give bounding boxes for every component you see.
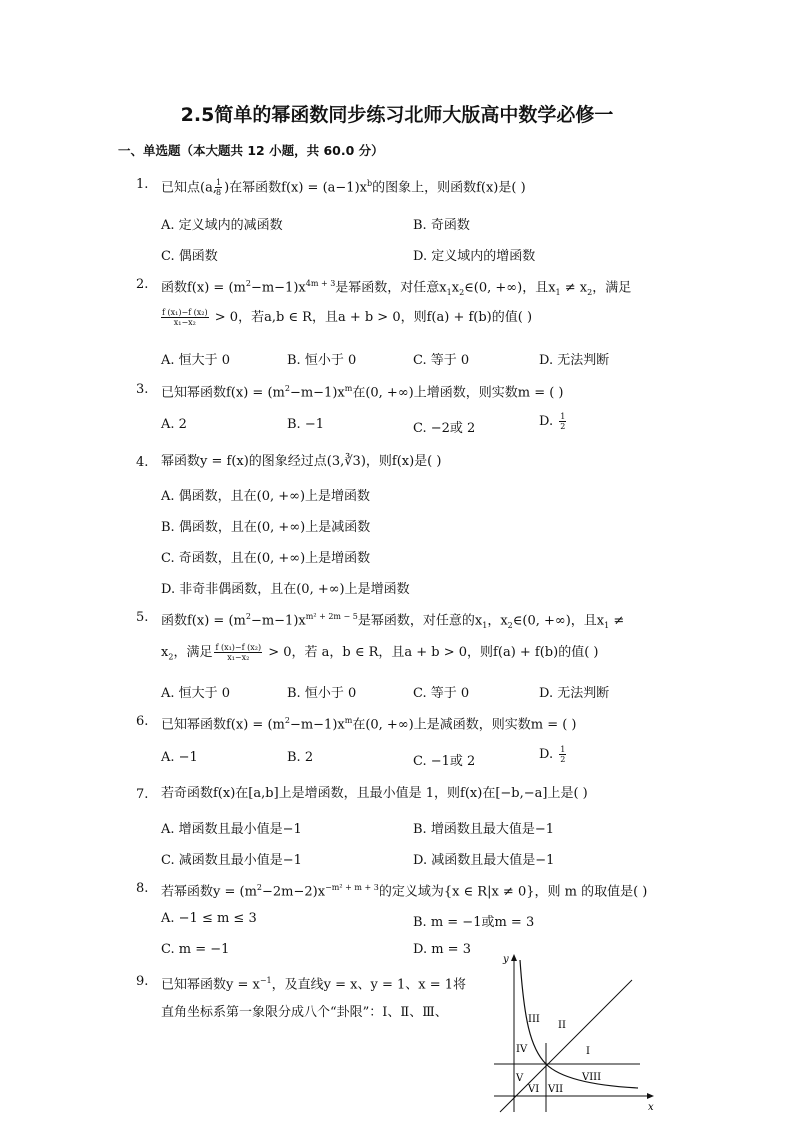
- section-heading: 一、单选题（本大题共 12 小题，共 60.0 分）: [118, 143, 384, 158]
- question-number: 5.: [136, 610, 149, 625]
- option-b: B. −1: [287, 417, 324, 432]
- region-label: II: [558, 1020, 566, 1031]
- question-stem: 函数$f(x) = (m^2-m-1)x^{m^2 + 2m - 5}$是幂函数，对任意的$x_1$，$x_2\in(0$, +∞)，且$x_1$ ≠: [161, 612, 625, 630]
- question-number: 7.: [136, 787, 149, 802]
- region-label: VIII: [582, 1072, 602, 1083]
- region-label: IV: [516, 1044, 528, 1055]
- option-d: D. 无法判断: [539, 353, 610, 368]
- y-axis-arrow: [511, 954, 517, 961]
- question-number: 1.: [136, 177, 149, 192]
- question-stem-line2: $\frac{\text{f (x₁)−f (x₂)}}{\text{x₁−x₂}}$ > 0，若a,b ∈ R，且a + b > 0，则f(a) + f(b)的值( ): [162, 308, 533, 327]
- question-number: 9.: [136, 974, 149, 989]
- question-number: 6.: [136, 714, 149, 729]
- question-stem: 已知幂函数$f(x) = (m^2-m-1)x^m$在(0, +∞)上是减函数，则实数m = ( ): [161, 716, 577, 733]
- option-a: A. 恒大于 0: [161, 686, 231, 701]
- option-d: D. $\frac{1}{2}$: [539, 745, 566, 764]
- region-label: VI: [528, 1084, 540, 1095]
- question-stem: 已知点(a, $\frac{1}{8}$ )在幂函数$f(x) = (a-1)x^b$的图象上，则函数f(x)是( ): [161, 178, 526, 198]
- region-label: VII: [548, 1084, 564, 1095]
- option-a: A. −1 ≤ m ≤ 3: [161, 911, 257, 926]
- question-stem: 若奇函数f(x)在[a,b]上是增函数，且最小值是 1，则f(x)在[−b,−a]上是( ): [161, 786, 588, 801]
- region-label: I: [586, 1046, 590, 1057]
- option-c: C. −2或 2: [413, 421, 476, 436]
- question-stem: 函数$f(x) = (m^2-m-1)x^{4m + 3}$是幂函数，对任意$x_1x_2\in(0$, +∞)，且$x_1 \ne x_2$，满足: [161, 279, 632, 297]
- option-c: C. −1或 2: [413, 754, 476, 769]
- option-a: A. 恒大于 0: [161, 353, 231, 368]
- option-b: B. m = −1或m = 3: [413, 915, 535, 930]
- question-stem: 已知幂函数$f(x) = (m^2-m-1)x^m$在(0, +∞)上增函数，则实数m = ( ): [161, 384, 564, 401]
- question-stem: 已知幂函数$y = x^{-1}$，及直线y = x、y = 1、x = 1将: [161, 976, 467, 993]
- option-b: B. 2: [287, 750, 314, 765]
- question-stem-line2: 直角坐标系第一象限分成八个“卦限”：Ⅰ、Ⅱ、Ⅲ、: [161, 1005, 448, 1020]
- option-d: D. 定义域内的增函数: [413, 249, 536, 264]
- y-axis-label: y: [503, 954, 509, 965]
- x-axis-label: x: [648, 1102, 654, 1113]
- option-b: B. 恒小于 0: [287, 353, 357, 368]
- option-c: C. 奇函数，且在(0, +∞)上是增函数: [161, 551, 371, 566]
- question-stem-line2: $x_2$，满足 $\frac{\text{f (x₁)−f (x₂)}}{\text{x₁−x₂}}$ > 0，若 a，b ∈ R，且a + b > 0，则f(a) + f(b)的值( ): [161, 643, 599, 662]
- octant-diagram: [490, 948, 660, 1118]
- question-number: 2.: [136, 277, 149, 292]
- option-d: D. m = 3: [413, 942, 471, 957]
- page-title: 2.5简单的幂函数同步练习北师大版高中数学必修一: [180, 104, 614, 126]
- option-d: D. 非奇非偶函数，且在(0, +∞)上是增函数: [161, 582, 410, 597]
- option-a: A. 2: [161, 417, 187, 432]
- option-a: A. −1: [161, 750, 198, 765]
- option-d: D. 无法判断: [539, 686, 610, 701]
- option-a: A. 增函数且最小值是−1: [161, 822, 302, 837]
- question-number: 3.: [136, 382, 149, 397]
- question-number: 8.: [136, 881, 149, 896]
- option-b: B. 偶函数，且在(0, +∞)上是减函数: [161, 520, 371, 535]
- region-label: III: [528, 1014, 540, 1025]
- x-axis-arrow: [647, 1093, 654, 1099]
- option-c: C. 等于 0: [413, 686, 470, 701]
- option-a: A. 定义域内的减函数: [161, 218, 283, 233]
- option-a: A. 偶函数，且在(0, +∞)上是增函数: [161, 489, 371, 504]
- option-d: D. 减函数且最大值是−1: [413, 853, 555, 868]
- question-stem: 若幂函数$y = (m^2-2m-2)x^{-m^2 + m + 3}$的定义域为{x ∈ R|x ≠ 0}，则 m 的取值是( ): [161, 883, 648, 900]
- option-c: C. 等于 0: [413, 353, 470, 368]
- option-c: C. 减函数且最小值是−1: [161, 853, 302, 868]
- option-b: B. 增函数且最大值是−1: [413, 822, 554, 837]
- region-label: V: [516, 1073, 524, 1084]
- question-stem: 幂函数y = f(x)的图象经过点(3,∛3)，则f(x)是( ): [161, 454, 442, 469]
- option-b: B. 奇函数: [413, 218, 470, 233]
- option-c: C. 偶函数: [161, 249, 218, 264]
- option-b: B. 恒小于 0: [287, 686, 357, 701]
- option-c: C. m = −1: [161, 942, 230, 957]
- question-number: 4.: [136, 455, 149, 470]
- option-d: D. $\frac{1}{2}$: [539, 412, 566, 431]
